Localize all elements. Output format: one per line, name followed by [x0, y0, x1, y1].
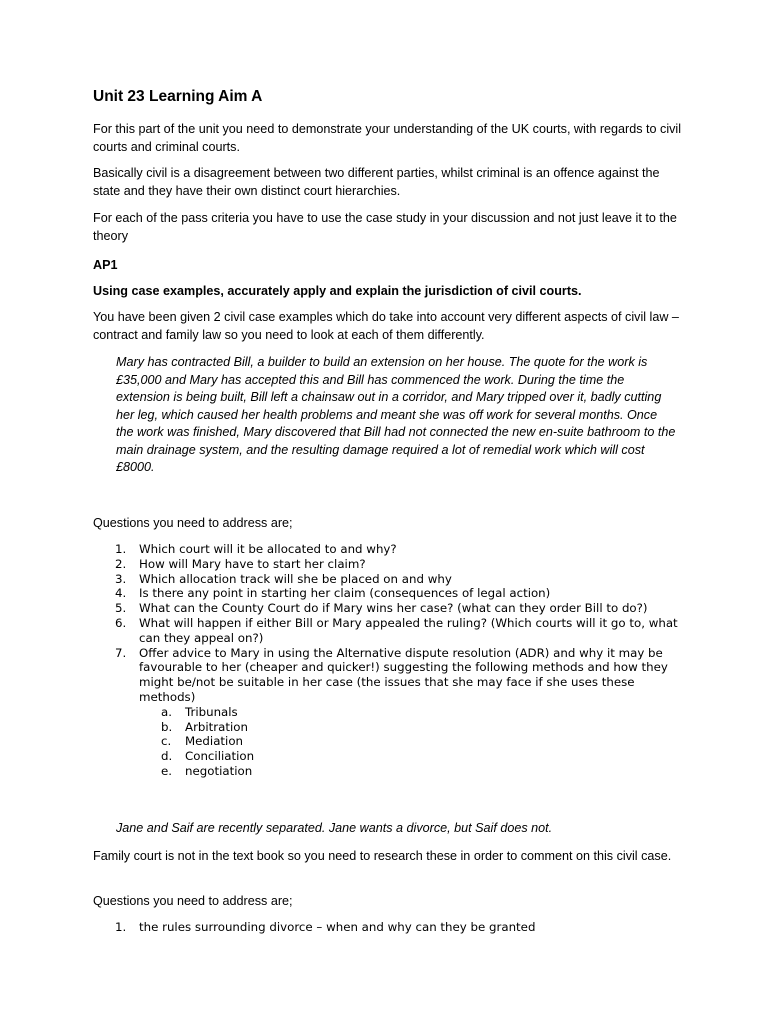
ap1-context: You have been given 2 civil case examples which do take into account very different aspects of civil law – contract and family law so you need to look at each of them differently. — [93, 310, 679, 342]
case2-question-list — [93, 920, 693, 935]
family-court-note: Family court is not in the text book so you need to research these in order to comment on this civil case. — [93, 849, 672, 863]
ap1-heading: AP1 — [93, 258, 118, 272]
list-item-text: Which allocation track will she be placed on and why — [139, 571, 452, 586]
case-study-jane-saif: Jane and Saif are recently separated. Jane wants a divorce, but Saif does not. — [116, 821, 553, 835]
questions-heading-1: Questions you need to address are; — [93, 516, 293, 530]
list-item-text: Conciliation — [185, 749, 255, 764]
list-number: 4. — [115, 586, 127, 601]
list-item — [93, 572, 693, 587]
list-item-text: Tribunals — [185, 704, 238, 719]
list-number: 7. — [115, 645, 127, 660]
case1-question-list — [93, 542, 693, 779]
list-item-text: What can the County Court do if Mary wins her case? (what can they order Bill to do?) — [139, 601, 648, 616]
questions-heading-2: Questions you need to address are; — [93, 894, 293, 908]
list-item-text: Mediation — [185, 734, 244, 749]
list-item-text: What will happen if either Bill or Mary appealed the ruling? (Which courts will it go to, what can they appeal on?) — [139, 615, 678, 645]
list-item — [93, 616, 693, 646]
list-letter: d. — [161, 749, 173, 764]
list-item — [93, 542, 693, 557]
list-number: 1. — [115, 542, 127, 556]
list-item — [139, 720, 693, 735]
ap1-criterion: Using case examples, accurately apply and explain the jurisdiction of civil courts. — [93, 284, 582, 298]
list-number: 6. — [115, 615, 127, 630]
list-letter: c. — [161, 734, 172, 749]
intro-paragraph-3: For each of the pass criteria you have to use the case study in your discussion and not just leave it to the theory — [93, 211, 677, 243]
list-letter: b. — [161, 719, 173, 734]
list-item-text: negotiation — [185, 763, 253, 778]
list-letter: a. — [161, 704, 172, 719]
list-number: 1. — [115, 920, 127, 934]
list-item — [93, 557, 693, 572]
list-item — [139, 749, 693, 764]
list-item-text: Is there any point in starting her claim (consequences of legal action) — [139, 586, 551, 601]
list-item — [139, 734, 693, 749]
list-item-text: the rules surrounding divorce – when and why can they be granted — [139, 920, 536, 934]
list-letter: e. — [161, 763, 173, 778]
list-number: 3. — [115, 571, 127, 586]
list-item — [93, 601, 693, 616]
list-item — [93, 586, 693, 601]
adr-methods-list — [139, 705, 693, 779]
case-study-mary: Mary has contracted Bill, a builder to build an extension on her house. The quote for the work is £35,000 and Mary has accepted this and Bill has commenced the work. During the time the extension is being built, Bill left a chainsaw out in a corridor, and Mary tripped over it, badly cutting her leg, which caused her health problems and meant she was off work for several months. Once the work was finished, Mary discovered that Bill had not connected the new en-suite bathroom to the main drainage system, and the resulting damage required a lot of remedial work which will cost £8000. — [116, 355, 676, 474]
intro-paragraph-2: Basically civil is a disagreement between two different parties, whilst criminal is an offence against the state and they have their own distinct court hierarchies. — [93, 166, 660, 198]
list-item — [93, 920, 693, 935]
document-title: Unit 23 Learning Aim A — [93, 88, 263, 105]
list-item-text: Which court will it be allocated to and why? — [139, 542, 397, 556]
list-number: 2. — [115, 556, 127, 571]
list-item-text: How will Mary have to start her claim? — [139, 556, 366, 571]
list-number: 5. — [115, 601, 127, 616]
list-item — [139, 764, 693, 779]
intro-paragraph-1: For this part of the unit you need to demonstrate your understanding of the UK courts, with regards to civil courts and criminal courts. — [93, 122, 682, 154]
list-item — [93, 646, 693, 779]
list-item — [139, 705, 693, 720]
list-item-text: Arbitration — [185, 719, 248, 734]
list-item-text: Offer advice to Mary in using the Alternative dispute resolution (ADR) and why it may be favourable to her (cheaper and quicker!) suggesting the following methods and how they might be/not be suitable in her case (the issues that she may face if she uses these methods) — [139, 645, 668, 704]
